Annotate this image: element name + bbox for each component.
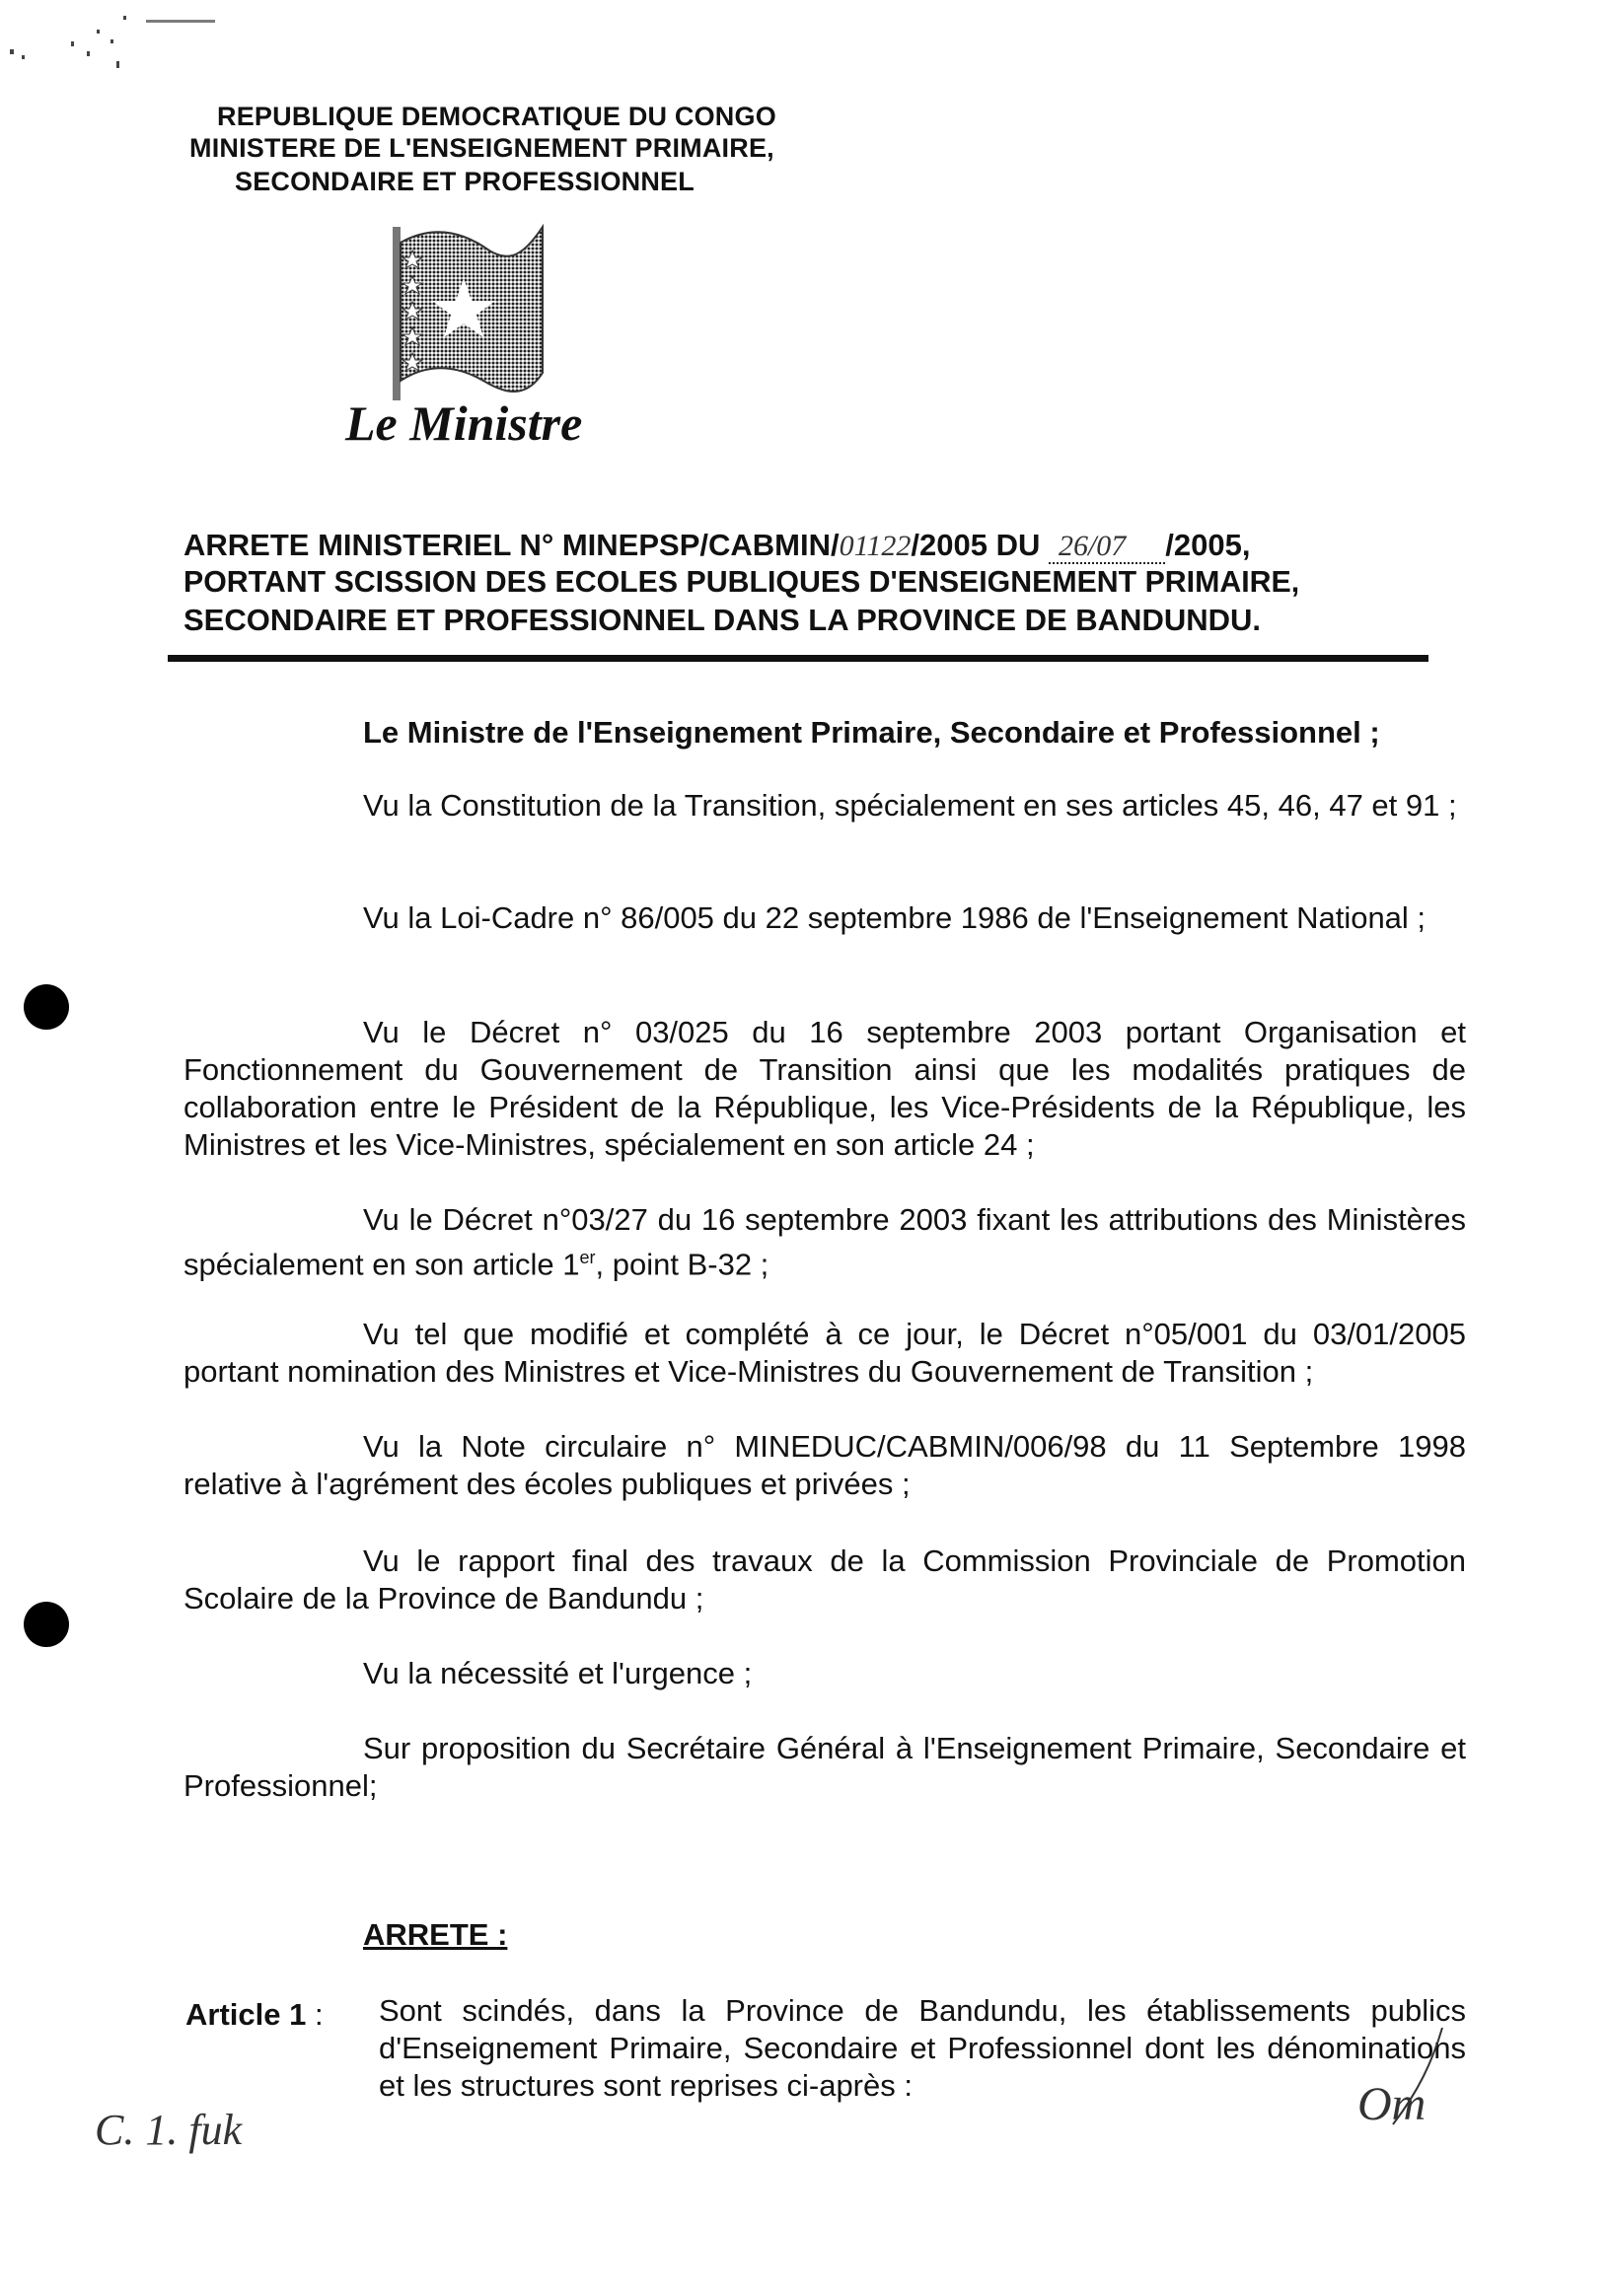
handwritten-initials-right: Om xyxy=(1357,2078,1427,2130)
vu-loi-cadre: Vu la Loi-Cadre n° 86/005 du 22 septembre 1986 de l'Enseignement National ; xyxy=(363,900,1427,935)
vu-rapport-final: Vu le rapport final des travaux de la Commission Provinciale de Promotion Scolaire de la Province de Bandundu ; xyxy=(183,1543,1466,1615)
sur-proposition: Sur proposition du Secrétaire Général à l'Enseignement Primaire, Secondaire et Professionnel; xyxy=(183,1731,1466,1803)
decree-title-line1 xyxy=(183,527,1251,565)
signature-title: Le Ministre xyxy=(345,395,583,451)
handwritten-note-left: C. 1. fuk xyxy=(95,2106,243,2154)
preamble-intro: Le Ministre de l'Enseignement Primaire, Secondaire et Professionnel ; xyxy=(363,715,1380,750)
title-rule xyxy=(168,655,1428,662)
article1-label: Article 1 xyxy=(185,1997,307,2032)
decree-year: /2005 DU xyxy=(911,528,1049,562)
decree-title-line3: SECONDAIRE ET PROFESSIONNEL DANS LA PROVINCE DE BANDUNDU. xyxy=(183,603,1261,637)
decree-number-handwritten: 01122 xyxy=(839,530,912,562)
header-ministry-line1: MINISTERE DE L'ENSEIGNEMENT PRIMAIRE, xyxy=(189,133,774,163)
decree-date-handwritten: 26/07 xyxy=(1049,530,1165,564)
article1-colon: : xyxy=(314,1997,324,2032)
decree-number-prefix: ARRETE MINISTERIEL N° MINEPSP/CABMIN/ xyxy=(183,528,840,562)
flag-emblem-icon xyxy=(393,207,549,400)
vu-decret-03-025: Vu le Décret n° 03/025 du 16 septembre 2003 portant Organisation et Fonctionnement du Gouvernement de Transition ainsi que les modalités pratiques de collaboration entre le Président de la République, les Vice-Présidents de la République, les Ministres et les Vice-Ministres, spécialement en son article 24 ; xyxy=(183,1015,1466,1162)
decree-title-line2: PORTANT SCISSION DES ECOLES PUBLIQUES D'ENSEIGNEMENT PRIMAIRE, xyxy=(183,566,1300,599)
vu-note-circulaire: Vu la Note circulaire n° MINEDUC/CABMIN/006/98 du 11 Septembre 1998 relative à l'agrément des écoles publiques et privées ; xyxy=(183,1429,1466,1501)
vu-constitution: Vu la Constitution de la Transition, spécialement en ses articles 45, 46, 47 et 91 ; xyxy=(363,788,1457,823)
decree-year-end: /2005, xyxy=(1165,528,1251,562)
hole-punch-bottom xyxy=(24,1602,69,1647)
vu-decret-03-27: Vu le Décret n°03/27 du 16 septembre 2003 fixant les attributions des Ministères spécialement en son article 1er, point B-32 ; xyxy=(183,1202,1466,1282)
vu-decret-05-001: Vu tel que modifié et complété à ce jour, le Décret n°05/001 du 03/01/2005 portant nomination des Ministres et Vice-Ministres du Gouvernement de Transition ; xyxy=(183,1317,1466,1389)
header-republic: REPUBLIQUE DEMOCRATIQUE DU CONGO xyxy=(217,102,776,131)
article1-text: Sont scindés, dans la Province de Bandundu, les établissements publics d'Enseignement Primaire, Secondaire et Professionnel dont les dénominations et les structures sont reprises ci-après : xyxy=(379,1993,1466,2103)
handwritten-stroke xyxy=(1379,2022,1448,2130)
arrete-heading: ARRETE : xyxy=(363,1917,508,1952)
article1-label-wrap xyxy=(185,1996,324,2034)
scan-marks xyxy=(0,0,237,79)
vu-necessite: Vu la nécessité et l'urgence ; xyxy=(363,1656,753,1690)
hole-punch-top xyxy=(24,984,69,1030)
header-ministry-line2: SECONDAIRE ET PROFESSIONNEL xyxy=(235,167,695,196)
